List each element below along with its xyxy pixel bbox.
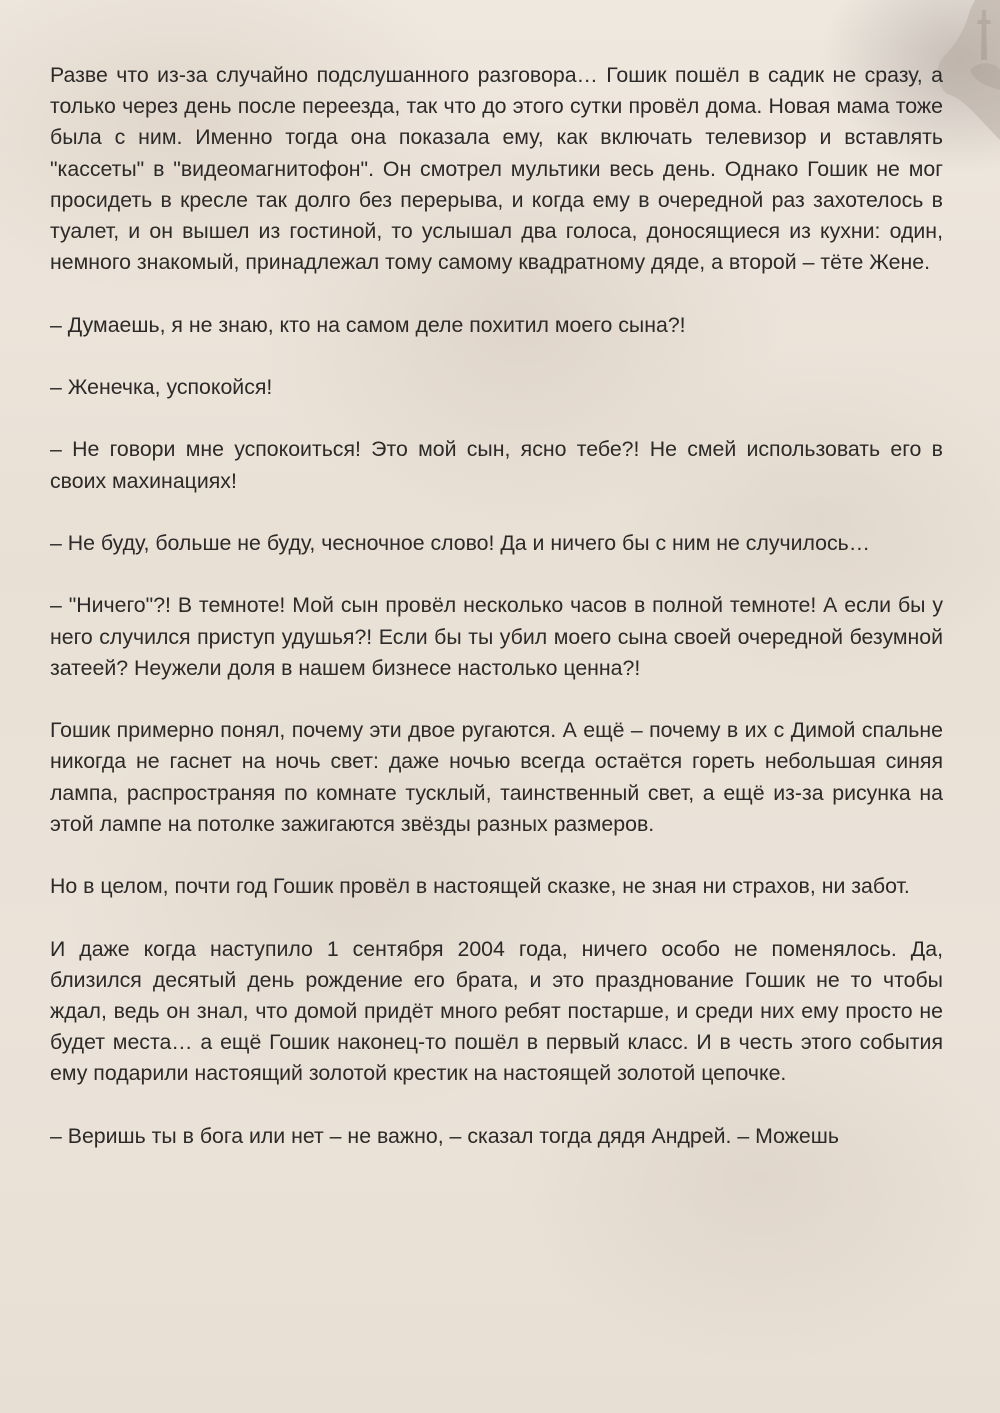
dialogue-line: – "Ничего"?! В темноте! Мой сын провёл несколько часов в полной темноте! А если бы у него случился приступ удушья?! Если бы ты убил моего сына своей очередной безумной затеей? Неужели доля в нашем бизнесе настолько ценна?! <box>50 593 943 680</box>
paragraph: И даже когда наступило 1 сентября 2004 года, ничего особо не поменялось. Да, близился десятый день рождение его брата, и это празднование Гошик не то чтобы ждал, ведь он знал, что домой придёт много ребят постарше, и среди них ему просто не будет места… а ещё Гошик наконец-то пошёл в первый класс. И в честь этого события ему подарили настоящий золотой крестик на настоящей золотой цепочке. <box>50 936 943 1086</box>
dialogue-line: – Не буду, больше не буду, чесночное слово! Да и ничего бы с ним не случилось… <box>50 530 871 555</box>
dialogue-line: – Женечка, успокойся! <box>50 375 273 399</box>
paragraph: Разве что из-за случайно подслушанного разговора… Гошик пошёл в садик не сразу, а только через день после переезда, так что до этого сутки провёл дома. Новая мама тоже была с ним. Именно тогда она показала ему, как включать телевизор и вставлять "кассеты" в "видеомагнитофон". Он смотрел мультики весь день. Однако Гошик не мог просидеть в кресле так долго без перерыва, и когда ему в очередной раз захотелось в туалет, и он вышел из гостиной, то услышал два голоса, доносящиеся из кухни: один, немного знакомый, принадлежал тому самому квадратному дяде, а второй – тёте Жене. <box>50 63 943 275</box>
dialogue-line: – Думаешь, я не знаю, кто на самом деле похитил моего сына?! <box>50 312 686 337</box>
dialogue-line: – Веришь ты в бога или нет – не важно, – сказал тогда дядя Андрей. – Можешь <box>50 1123 839 1148</box>
dialogue-line: – Не говори мне успокоиться! Это мой сын, ясно тебе?! Не смей использовать его в своих махинациях! <box>50 437 943 493</box>
body-text <box>50 60 943 1152</box>
paragraph: Но в целом, почти год Гошик провёл в настоящей сказке, не зная ни страхов, ни забот. <box>50 874 910 899</box>
paragraph: Гошик примерно понял, почему эти двое ругаются. А ещё – почему в их с Димой спальне никогда не гаснет на ночь свет: даже ночью всегда остаётся гореть небольшая синяя лампа, распространяя по комнате тусклый, таинственный свет, а ещё из-за рисунка на этой лампе на потолке зажигаются звёзды разных размеров. <box>50 718 943 836</box>
